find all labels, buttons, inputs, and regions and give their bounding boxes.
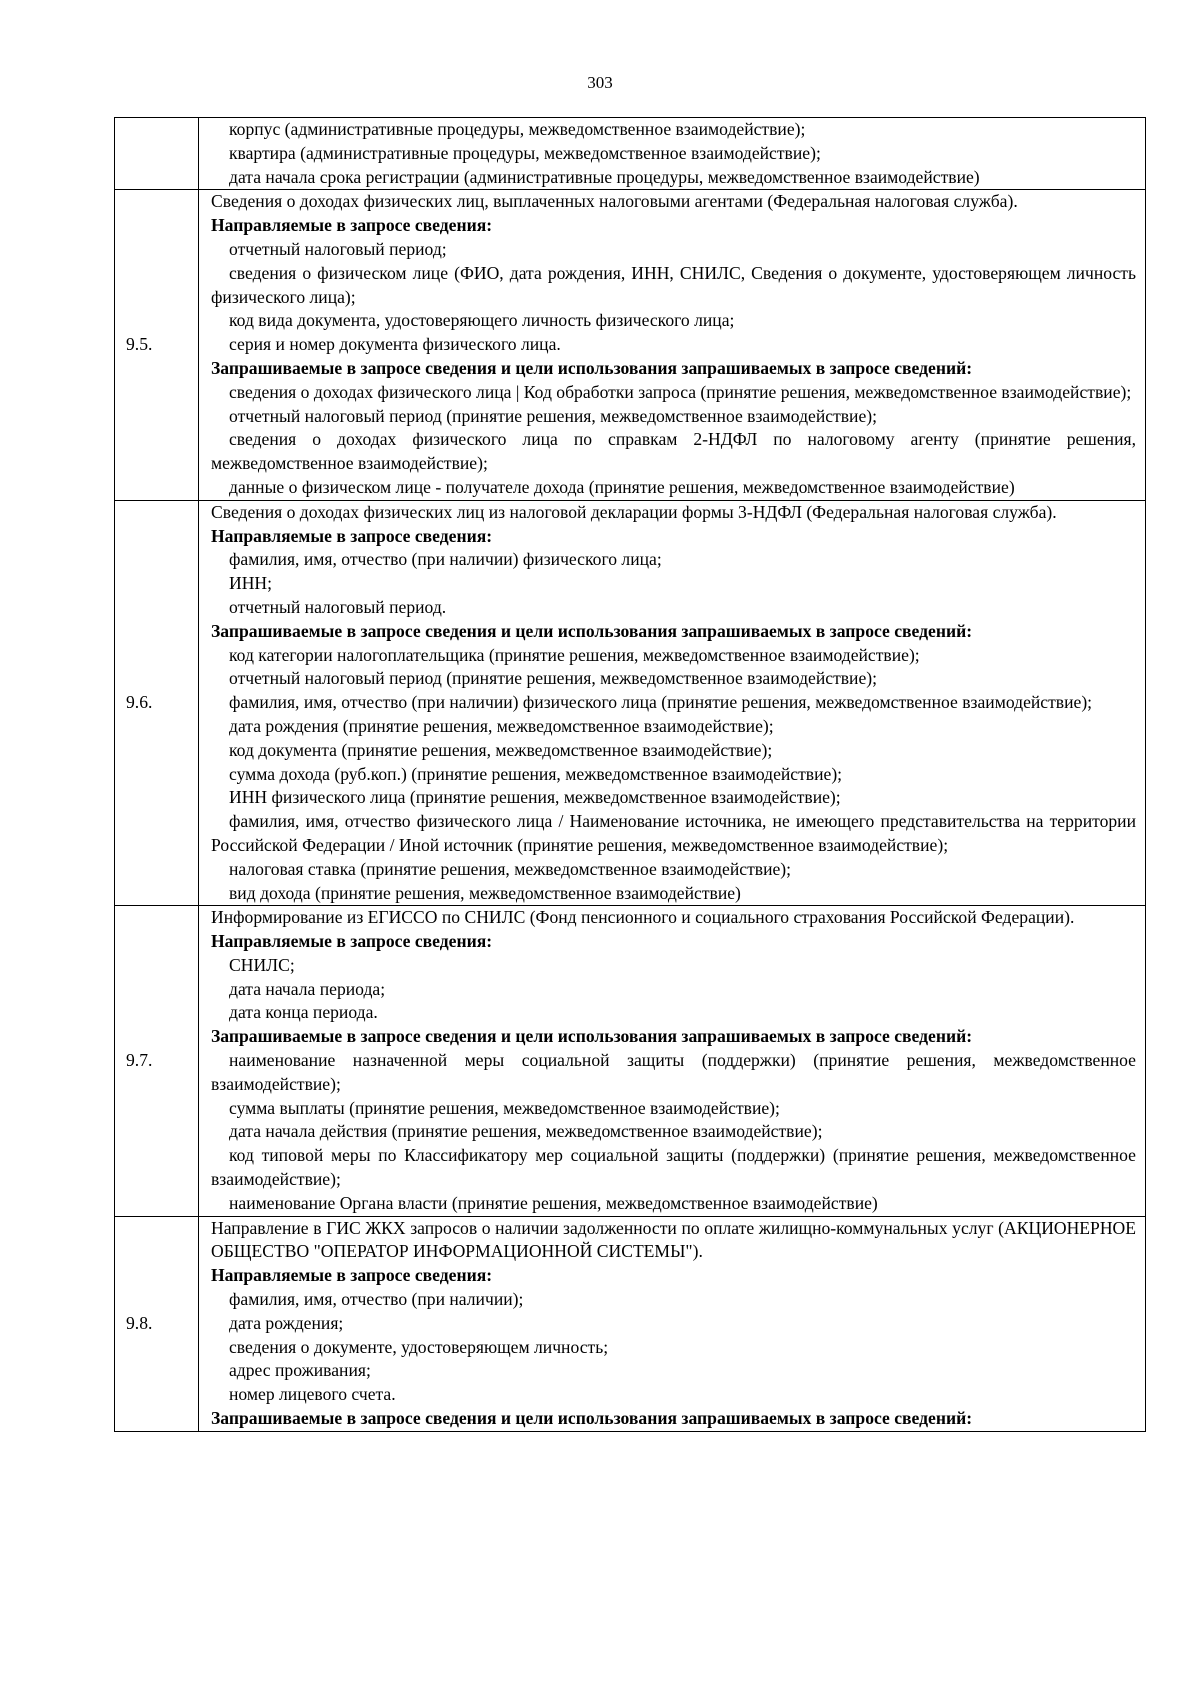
content-line: ИНН физического лица (принятие решения, межведомственное взаимодействие); bbox=[229, 787, 841, 808]
content-line: сведения о доходах физического лица | Код обработки запроса (принятие решения, межведомственное взаимодействие); bbox=[229, 381, 1132, 402]
content-line: дата начала срока регистрации (административные процедуры, межведомственное взаимодействие) bbox=[229, 166, 980, 187]
section-heading: Запрашиваемые в запросе сведения и цели использования запрашиваемых в запросе сведений: bbox=[211, 1408, 973, 1429]
content-line: дата начала периода; bbox=[229, 978, 386, 999]
content-line: вид дохода (принятие решения, межведомственное взаимодействие) bbox=[229, 882, 741, 903]
table-row bbox=[115, 500, 1146, 906]
content-line: код документа (принятие решения, межведомственное взаимодействие); bbox=[229, 739, 773, 760]
table-row bbox=[115, 1216, 1146, 1431]
content-line: серия и номер документа физического лица. bbox=[229, 334, 561, 355]
content-line: дата конца периода. bbox=[229, 1002, 378, 1023]
content-line: отчетный налоговый период. bbox=[229, 596, 447, 617]
section-heading: Направляемые в запросе сведения: bbox=[211, 215, 493, 236]
content-line: сведения о документе, удостоверяющем личность; bbox=[229, 1336, 609, 1357]
content-line: фамилия, имя, отчество (при наличии) физического лица; bbox=[229, 549, 662, 570]
content-line: Сведения о доходах физических лиц, выплаченных налоговыми агентами (Федеральная налоговая служба). bbox=[211, 191, 1018, 212]
content-line: Направление в ГИС ЖКХ запросов о наличии задолженности по оплате жилищно-коммунальных услуг (АКЦИОНЕРНОЕ ОБЩЕСТВО "ОПЕРАТОР ИНФОРМАЦИОННОЙ СИСТЕМЫ"). bbox=[211, 1217, 1136, 1262]
content-line: сумма дохода (руб.коп.) (принятие решения, межведомственное взаимодействие); bbox=[229, 763, 843, 784]
content-line: квартира (административные процедуры, межведомственное взаимодействие); bbox=[229, 142, 821, 163]
content-line: сведения о физическом лице (ФИО, дата рождения, ИНН, СНИЛС, Сведения о документе, удостоверяющем личность физического лица); bbox=[211, 262, 1136, 307]
row-number-cell: 9.6. bbox=[115, 500, 199, 906]
row-content-cell bbox=[199, 1216, 1146, 1431]
content-line: ИНН; bbox=[229, 573, 273, 594]
row-content-cell bbox=[199, 906, 1146, 1216]
section-heading: Запрашиваемые в запросе сведения и цели использования запрашиваемых в запросе сведений: bbox=[211, 620, 973, 641]
services-table bbox=[114, 117, 1146, 1432]
content-line: дата начала действия (принятие решения, межведомственное взаимодействие); bbox=[229, 1121, 823, 1142]
content-line: Информирование из ЕГИССО по СНИЛС (Фонд пенсионного и социального страхования Российской Федерации). bbox=[211, 907, 1075, 928]
content-line: налоговая ставка (принятие решения, межведомственное взаимодействие); bbox=[229, 858, 792, 879]
row-number-cell: 9.7. bbox=[115, 906, 199, 1216]
content-line: фамилия, имя, отчество физического лица / Наименование источника, не имеющего представительства на территории Российской Федерации / Иной источник (принятие решения, межведомственное взаимодействие); bbox=[211, 811, 1136, 855]
row-content-cell bbox=[199, 190, 1146, 500]
table-row bbox=[115, 906, 1146, 1216]
content-line: наименование назначенной меры социальной защиты (поддержки) (принятие решения, межведомственное взаимодействие); bbox=[211, 1050, 1136, 1094]
row-content-cell bbox=[199, 118, 1146, 190]
content-line: отчетный налоговый период (принятие решения, межведомственное взаимодействие); bbox=[229, 668, 878, 689]
content-line: дата рождения (принятие решения, межведомственное взаимодействие); bbox=[229, 715, 774, 736]
table-row bbox=[115, 190, 1146, 500]
content-line: корпус (административные процедуры, межведомственное взаимодействие); bbox=[229, 119, 806, 139]
section-heading: Направляемые в запросе сведения: bbox=[211, 525, 493, 546]
content-line: Сведения о доходах физических лиц из налоговой декларации формы 3-НДФЛ (Федеральная налоговая служба). bbox=[211, 501, 1057, 522]
section-heading: Запрашиваемые в запросе сведения и цели использования запрашиваемых в запросе сведений: bbox=[211, 357, 973, 378]
content-line: сумма выплаты (принятие решения, межведомственное взаимодействие); bbox=[229, 1097, 780, 1118]
content-line: дата рождения; bbox=[229, 1312, 344, 1333]
content-line: данные о физическом лице - получателе дохода (принятие решения, межведомственное взаимодействие) bbox=[229, 476, 1015, 497]
table-row bbox=[115, 118, 1146, 190]
content-line: СНИЛС; bbox=[229, 954, 295, 975]
section-heading: Направляемые в запросе сведения: bbox=[211, 1265, 493, 1286]
content-line: отчетный налоговый период (принятие решения, межведомственное взаимодействие); bbox=[229, 405, 878, 426]
page-number: 303 bbox=[587, 73, 613, 92]
content-line: код вида документа, удостоверяющего личность физического лица; bbox=[229, 310, 735, 331]
section-heading: Направляемые в запросе сведения: bbox=[211, 931, 493, 952]
row-number-cell bbox=[115, 118, 199, 190]
content-line: код типовой меры по Классификатору мер социальной защиты (поддержки) (принятие решения, межведомственное взаимодействие); bbox=[211, 1145, 1136, 1190]
content-line: код категории налогоплательщика (принятие решения, межведомственное взаимодействие); bbox=[229, 644, 920, 665]
section-heading: Запрашиваемые в запросе сведения и цели использования запрашиваемых в запросе сведений: bbox=[211, 1026, 973, 1047]
content-line: отчетный налоговый период; bbox=[229, 238, 447, 259]
content-line: сведения о доходах физического лица по справкам 2-НДФЛ по налоговому агенту (принятие решения, межведомственное взаимодействие); bbox=[211, 429, 1136, 474]
content-line: фамилия, имя, отчество (при наличии) физического лица (принятие решения, межведомственное взаимодействие); bbox=[229, 692, 1093, 713]
content-line: фамилия, имя, отчество (при наличии); bbox=[229, 1289, 524, 1310]
content-line: адрес проживания; bbox=[229, 1360, 371, 1381]
row-number-cell: 9.8. bbox=[115, 1216, 199, 1431]
row-number-cell: 9.5. bbox=[115, 190, 199, 500]
content-line: номер лицевого счета. bbox=[229, 1384, 396, 1405]
content-line: наименование Органа власти (принятие решения, межведомственное взаимодействие) bbox=[229, 1192, 878, 1213]
row-content-cell bbox=[199, 500, 1146, 906]
table-body bbox=[115, 118, 1146, 1432]
